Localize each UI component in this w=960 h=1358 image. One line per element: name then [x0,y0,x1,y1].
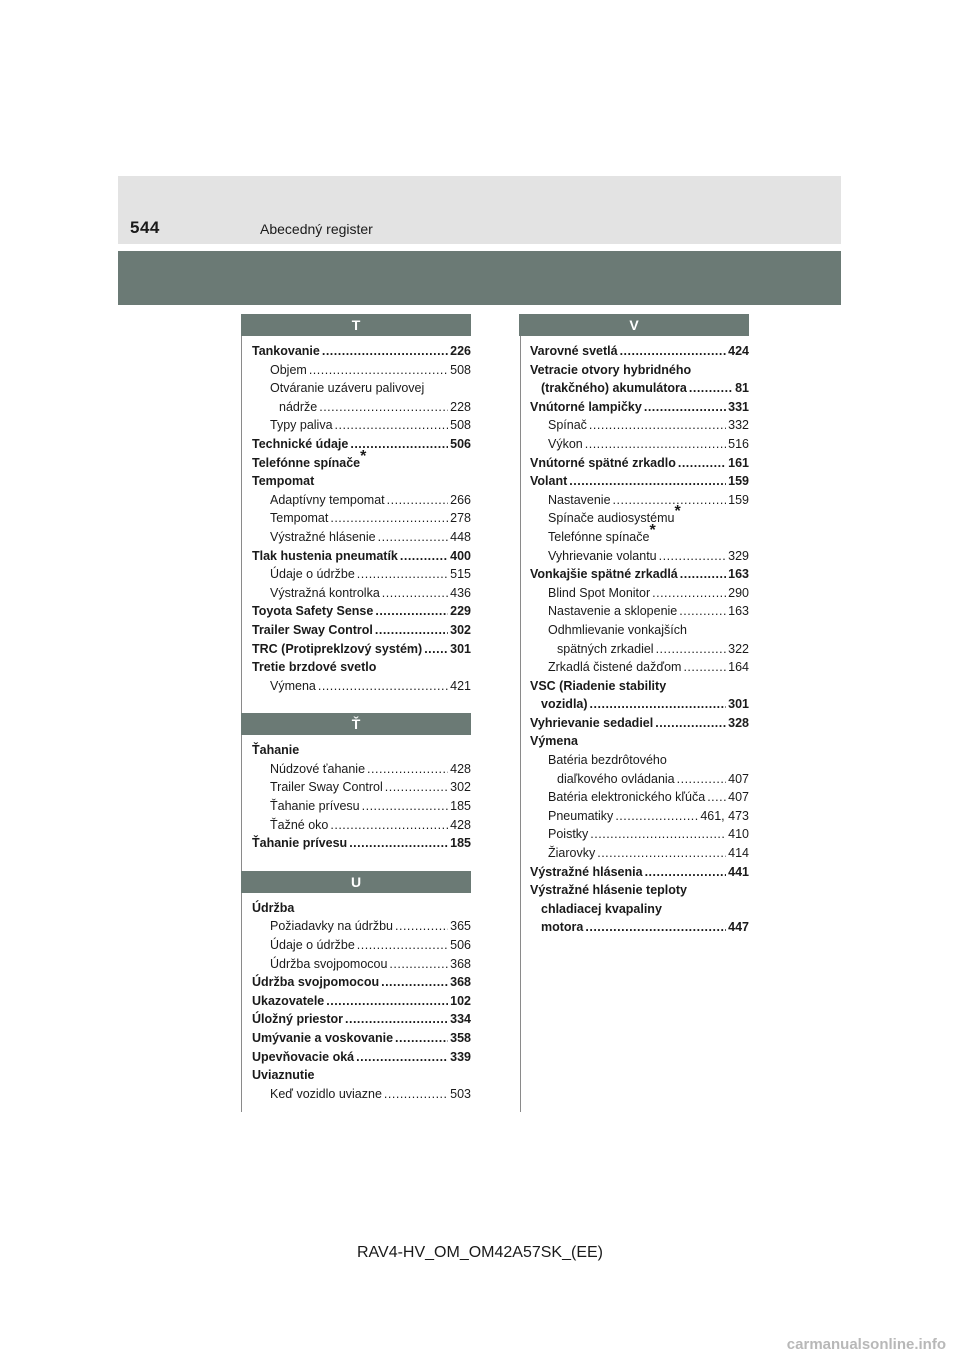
entry-page: 301 [728,697,749,712]
leader-dots [330,816,448,835]
index-entry [519,361,749,380]
entry-label: diaľkového ovládania [557,771,675,786]
entry-label: Úložný priestor [252,1012,343,1027]
entry-label: Spínače audiosystému* [548,503,681,526]
entry-page: 226 [450,344,471,358]
leader-dots [395,917,448,936]
index-column-left [241,314,471,1121]
index-entry [241,398,471,417]
index-entry [519,521,749,547]
leader-dots [357,936,448,955]
entry-label: Ťahanie prívesu [252,836,348,851]
index-entry [519,621,749,640]
section-letter: Ť [241,713,471,735]
entry-label: Ťahanie prívesu [270,799,360,814]
entry-page: 334 [450,1012,471,1027]
leader-dots [319,398,448,417]
entry-page: 358 [450,1031,471,1045]
entry-label: Objem [270,362,307,377]
index-entry [519,472,749,491]
entry-page: 428 [450,761,471,776]
leader-dots [309,361,448,380]
entry-label: Batéria elektronického kľúča [548,790,706,805]
entry-label: Adaptívny tempomat [270,492,385,507]
index-entry [519,825,749,844]
index-entry [519,398,749,417]
entry-label: Typy paliva [270,418,333,433]
entry-page: 102 [450,993,471,1008]
document-code: RAV4-HV_OM_OM42A57SK_(EE) [356,1244,603,1261]
leader-dots [367,760,448,779]
index-entry [241,1029,471,1048]
entry-label: Výkon [548,436,583,451]
index-section-t [241,314,471,695]
index-entry [519,695,749,714]
index-entry [241,955,471,974]
leader-dots [378,528,449,547]
leader-dots [389,955,448,974]
leader-dots [683,658,726,677]
leader-dots [349,834,448,853]
index-entry [241,1048,471,1067]
leader-dots [659,547,727,566]
entry-label: Vnútorné spätné zrkadlo [530,455,676,470]
leader-dots [318,677,448,696]
leader-dots [375,621,448,640]
index-entry [241,361,471,380]
entry-label: Žiarovky [548,846,596,861]
leader-dots [590,825,726,844]
entry-page: 508 [450,362,471,377]
leader-dots [322,342,448,361]
index-entry [241,640,471,659]
leader-dots [679,602,726,621]
entry-page: 436 [450,585,471,600]
index-section-u [241,871,471,1104]
entry-label: vozidla) [541,697,588,712]
entry-label: Núdzové ťahanie [270,761,366,776]
index-entry [519,844,749,863]
entry-page: 506 [450,938,471,953]
entry-label: Zrkadlá čistené dažďom [548,660,682,675]
entry-label: Umývanie a voskovanie [252,1031,394,1045]
index-entry [241,621,471,640]
leader-dots [357,565,448,584]
entry-label: Údaje o údržbe [270,938,355,953]
index-entry [241,1010,471,1029]
index-entry [241,816,471,835]
entry-label: Poistky [548,827,589,842]
index-entry [241,741,471,760]
leader-dots [569,472,726,491]
leader-dots [356,1048,448,1067]
entry-label: nádrže [279,399,318,414]
entry-label: Údržba [252,900,295,915]
entry-label: Otváranie uzáveru palivovej [270,381,425,396]
page-number: 544 [130,218,160,237]
index-entry [519,416,749,435]
entry-page: 159 [728,474,749,489]
index-entry [241,472,471,491]
entry-label: Telefónne spínače* [252,447,367,470]
chapter-band [118,251,841,305]
entry-page: 328 [728,715,749,730]
index-section-v [519,314,749,937]
leader-dots [645,863,727,882]
entry-label: Trailer Sway Control [270,780,383,795]
entry-page: 368 [450,956,471,971]
index-entry [519,732,749,751]
entry-page: 461, 473 [700,808,749,823]
index-entry [519,454,749,473]
entry-page: 228 [450,399,471,414]
watermark: carmanualsonline.info [786,1336,946,1353]
entry-label: Tlak hustenia pneumatík [252,548,398,563]
entry-label: Pneumatiky [548,808,614,823]
entry-label: Výmena [530,734,578,749]
leader-dots [677,770,727,789]
leader-dots [375,602,448,621]
leader-dots [424,640,448,659]
index-entry [241,435,471,454]
index-entry [519,342,749,361]
leader-dots [387,491,448,510]
index-entry [519,584,749,603]
entry-label: motora [541,920,584,935]
leader-dots [345,1010,448,1029]
entry-label: Technické údaje [252,436,349,451]
index-entry [241,760,471,779]
entry-label: Odhmlievanie vonkajších [548,622,687,637]
leader-dots [652,584,726,603]
leader-dots [335,416,449,435]
index-entry [241,1066,471,1085]
index-entry [519,547,749,566]
leader-dots [395,1029,448,1048]
index-entry [241,547,471,566]
leader-dots [615,807,698,826]
footnote-star-icon: * [360,447,367,465]
entry-label: Požiadavky na údržbu [270,919,393,934]
index-entry [241,834,471,853]
entry-label: chladiacej kvapaliny [541,901,662,916]
entry-page: 185 [450,836,471,851]
entry-page: 516 [728,436,749,451]
header-band [118,176,841,244]
entry-page: 159 [728,492,749,507]
index-entry [519,491,749,510]
entry-page: 164 [728,660,749,675]
entry-label: Spínač [548,418,587,433]
entry-label: Vyhrievanie volantu [548,548,657,563]
index-entry [519,751,749,770]
entry-page: 163 [728,567,749,582]
leader-dots [597,844,726,863]
index-entry [241,528,471,547]
leader-dots [707,788,726,807]
entry-page: 301 [450,641,471,656]
index-entry [241,917,471,936]
entry-label: Trailer Sway Control [252,622,373,637]
leader-dots [400,547,448,566]
entry-label: spätných zrkadiel [557,641,654,656]
leader-dots [689,379,733,398]
index-entry [519,900,749,919]
index-entry [241,416,471,435]
entry-label: Výstražné hlásenie [270,529,376,544]
entry-label: Ťažné oko [270,817,329,832]
entry-page: 414 [728,846,749,861]
entry-label: Upevňovacie oká [252,1049,355,1064]
index-entry [241,1085,471,1104]
index-entry [519,565,749,584]
index-entry [241,992,471,1011]
index-entry [241,342,471,361]
entry-page: 448 [450,529,471,544]
entry-page: 508 [450,418,471,433]
entry-page: 185 [450,799,471,814]
entry-page: 229 [450,604,471,619]
entry-page: 447 [728,920,749,935]
entry-label: Údržba svojpomocou [252,975,380,990]
entry-label: Tempomat [270,511,329,526]
entry-label: Výmena [270,678,316,693]
entry-label: Údržba svojpomocou [270,956,388,971]
index-entry [241,602,471,621]
entry-label: Batéria bezdrôtového [548,753,667,768]
entry-page: 365 [450,919,471,934]
entry-label: TRC (Protipreklzový systém) [252,641,423,656]
entry-label: VSC (Riadenie stability [530,678,667,693]
entry-page: 81 [735,381,749,396]
entry-page: 163 [728,604,749,619]
index-entry [519,503,749,528]
entry-page: 368 [450,975,471,990]
leader-dots [385,778,448,797]
entry-page: 332 [728,418,749,433]
index-entry [519,788,749,807]
entry-label: Keď vozidlo uviazne [270,1086,382,1101]
section-letter: U [241,871,471,893]
entry-page: 428 [450,817,471,832]
entry-page: 302 [450,780,471,795]
index-entry [241,565,471,584]
index-entry [519,863,749,882]
entry-label: (trakčného) akumulátora [541,381,687,396]
entry-page: 339 [450,1049,471,1064]
leader-dots [382,584,448,603]
leader-dots [613,491,727,510]
entry-label: Toyota Safety Sense [252,604,374,619]
entry-label: Tankovanie [252,344,320,358]
entry-page: 424 [728,344,749,358]
entry-label: Blind Spot Monitor [548,585,651,600]
entry-page: 302 [450,622,471,637]
entry-label: Tretie brzdové svetlo [252,660,377,675]
entry-label: Volant [530,474,568,489]
index-entry [241,778,471,797]
index-entry [241,658,471,677]
index-entry [519,435,749,454]
entry-label: Telefónne spínače* [548,521,656,544]
entry-page: 506 [450,436,471,451]
index-entry [241,584,471,603]
entry-page: 161 [728,455,749,470]
section-letter: T [241,314,471,336]
index-section-ť [241,713,471,853]
index-entry [241,899,471,918]
index-entry [519,807,749,826]
index-entry [241,936,471,955]
footnote-star-icon: * [649,521,656,539]
entry-page: 290 [728,585,749,600]
index-entry [241,447,471,473]
leader-dots [326,992,448,1011]
entry-page: 407 [728,790,749,805]
leader-dots [362,797,449,816]
index-entry [519,640,749,659]
index-entry [519,918,749,937]
leader-dots [585,918,726,937]
entry-page: 441 [728,864,749,879]
entry-page: 266 [450,492,471,507]
page-title: Abecedný register [260,221,373,237]
entry-page: 410 [728,827,749,842]
leader-dots [678,454,726,473]
entry-label: Vonkajšie spätné zrkadlá [530,567,678,582]
index-entry [519,379,749,398]
entry-label: Vyhrievanie sedadiel [530,715,654,730]
entry-label: Ťahanie [252,743,300,758]
footnote-star-icon: * [674,503,681,521]
leader-dots [590,695,727,714]
index-entry [241,797,471,816]
index-entry [519,602,749,621]
entry-page: 503 [450,1086,471,1101]
entry-page: 278 [450,511,471,526]
index-entry [519,714,749,733]
index-entry [241,677,471,696]
entry-label: Tempomat [252,474,315,489]
leader-dots [620,342,727,361]
leader-dots [589,416,726,435]
entry-label: Údaje o údržbe [270,567,355,582]
entry-page: 322 [728,641,749,656]
index-entry [241,509,471,528]
leader-dots [655,714,726,733]
leader-dots [381,973,448,992]
leader-dots [680,565,726,584]
index-entry [519,770,749,789]
entry-label: Výstražná kontrolka [270,585,380,600]
leader-dots [585,435,726,454]
entry-page: 400 [450,548,471,563]
entry-label: Nastavenie [548,492,611,507]
entry-label: Varovné svetlá [530,344,618,358]
index-entry [519,677,749,696]
entry-page: 331 [728,399,749,414]
entry-label: Výstražné hlásenia [530,864,643,879]
entry-page: 515 [450,567,471,582]
entry-label: Vetracie otvory hybridného [530,362,692,377]
entry-label: Výstražné hlásenie teploty [530,883,688,898]
index-entry [241,491,471,510]
entry-label: Uviaznutie [252,1068,315,1083]
index-entry [519,881,749,900]
index-column-right [519,314,749,955]
entry-label: Nastavenie a sklopenie [548,604,678,619]
entry-page: 329 [728,548,749,563]
leader-dots [384,1085,448,1104]
leader-dots [644,398,726,417]
leader-dots [656,640,727,659]
index-entry [241,973,471,992]
index-entry [519,658,749,677]
leader-dots [330,509,448,528]
entry-page: 421 [450,678,471,693]
entry-page: 407 [728,771,749,786]
section-letter: V [519,314,749,336]
index-entry [241,379,471,398]
entry-label: Vnútorné lampičky [530,399,642,414]
entry-label: Ukazovatele [252,993,325,1008]
